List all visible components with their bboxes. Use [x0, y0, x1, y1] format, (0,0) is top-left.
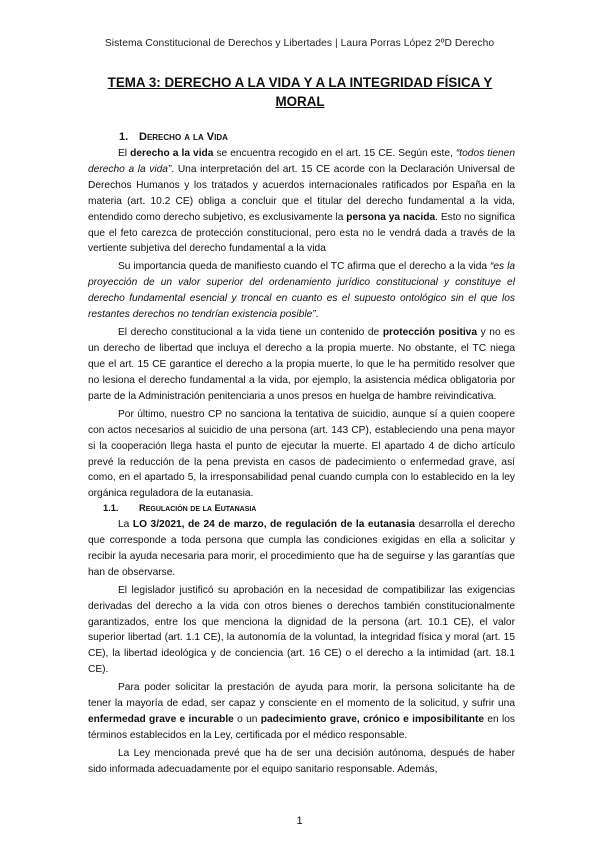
paragraph [88, 680, 515, 744]
text-run: y no es un derecho de libertad que incluya el derecho a la propia muerte. No obstante, el TC niega que el art. 15 CE garantice el derecho a la propia muerte, lo que le ha permitido resolver que no lesiona el derecho fundamental a la vida, por ejemplo, la asistencia médica obligatoria por parte de la Administración penitenciaria a unos presos en huelga de hambre reivindicativa. [88, 327, 516, 402]
bold-text: derecho a la vida [130, 148, 214, 159]
page-title: TEMA 3: DERECHO A LA VIDA Y A LA INTEGRIDAD FÍSICA Y MORAL [107, 75, 493, 109]
paragraph [88, 146, 515, 257]
text-run: . Esto no significa que el feto carezca de protección constitucional, pero esta no le vendrá dada a través de la vertiente subjetiva del derecho fundamental a la vida [88, 211, 516, 255]
page-number: 1 [296, 815, 303, 827]
section-title: Regulación de la Eutanasia [139, 503, 257, 513]
section-heading-1-1 [103, 503, 256, 513]
paragraph [88, 407, 515, 502]
text-run: Su importancia queda de manifiesto cuando el TC afirma que el derecho a la vida [118, 261, 490, 273]
italic-text: “todos tienen derecho a la vida” [88, 148, 516, 175]
text-run: o un [233, 714, 261, 726]
text-run: Por último, nuestro CP no sanciona la tentativa de suicidio, aunque sí a quien coopere con actos necesarios al suicidio de una persona (art. 143 CP), estableciendo una pena mayor si la cooperación llega hasta el punto de ejecutar la muerte. El apartado 4 de dicho artículo prevé la reducción de la pena prevista en casos de padecimiento o enfermedad grave, así como, en el apartado 5, la irresponsabilidad penal cuando cumpla con lo establecido en la ley orgánica reguladora de la eutanasia. [88, 408, 515, 500]
paragraph [88, 746, 515, 778]
text-run: Para poder solicitar la prestación de ayuda para morir, la persona solicitante ha de tener la mayoría de edad, ser capaz y consciente en el momento de la solicitud, y sufrir una [88, 682, 515, 710]
text-run: desarrolla el derecho que corresponde a toda persona que cumpla las condiciones exigidas en ella a solicitar y recibir la ayuda necesaria para morir, el procedimiento que ha de seguirse y las garantías que han de observarse. [88, 519, 515, 578]
bold-text: protección positiva [382, 327, 478, 339]
section-heading-1 [119, 131, 228, 143]
bold-text: persona ya nacida [346, 211, 436, 223]
text-run: El [118, 148, 131, 159]
text-run: El derecho constitucional a la vida tiene un contenido de [118, 327, 383, 339]
text-run: El legislador justificó su aprobación en la necesidad de compatibilizar las exigencias derivadas del derecho a la vida con otros bienes o derechos también constitucionalmente garantizados, entre los que menciona la dignidad de la persona (art. 10.1 CE), el valor superior libertad (art. 1.1 CE), la autonomía de la voluntad, la integridad física y moral (art. 15 CE), la libertad ideológica y de conciencia (art. 16 CE) o el derecho a la intimidad (art. 18.1 CE). [88, 584, 515, 676]
bold-text: LO 3/2021, de 24 de marzo, de regulación de la eutanasia [132, 519, 415, 530]
section-1-body [88, 146, 515, 504]
paragraph [88, 325, 515, 405]
text-run: La [118, 519, 133, 530]
section-number: 1. [119, 131, 129, 143]
bold-text: padecimiento grave, crónico e imposibilitante [260, 714, 485, 726]
text-run: se encuentra recogido en el art. 15 CE. Según este, [213, 148, 456, 159]
bold-text: enfermedad grave e incurable [88, 714, 234, 726]
running-header: Sistema Constitucional de Derechos y Libertades | Laura Porras López 2ºD Derecho [104, 38, 495, 49]
text-run: . [315, 309, 319, 321]
text-run: La Ley mencionada prevé que ha de ser una decisión autónoma, después de haber sido informada adecuadamente por el equipo sanitario responsable. Además, [88, 747, 515, 775]
text-run: . Una interpretación del art. 15 CE acorde con la Declaración Universal de Derechos Humanos y los tratados y acuerdos internacionales ratificados por España en la materia (art. 10.2 CE) obliga a concluir que el titular del derecho fundamental a la vida, entendido como derecho subjetivo, es exclusivamente la [88, 163, 515, 223]
section-title: Derecho a la Vida [139, 131, 228, 143]
paragraph [88, 583, 515, 678]
paragraph [88, 259, 515, 323]
text-run: en los términos establecidos en la Ley, certificada por el médico responsable. [88, 714, 516, 741]
section-number: 1.1. [103, 503, 119, 513]
paragraph [88, 517, 515, 581]
section-1-1-body [88, 517, 515, 780]
italic-text: “es la proyección de un valor superior del ordenamiento jurídico constitucional y constituye el derecho fundamental esencial y troncal en cuanto es el supuesto ontológico sin el que los restantes derechos no tendrían existencia posible” [88, 261, 515, 321]
